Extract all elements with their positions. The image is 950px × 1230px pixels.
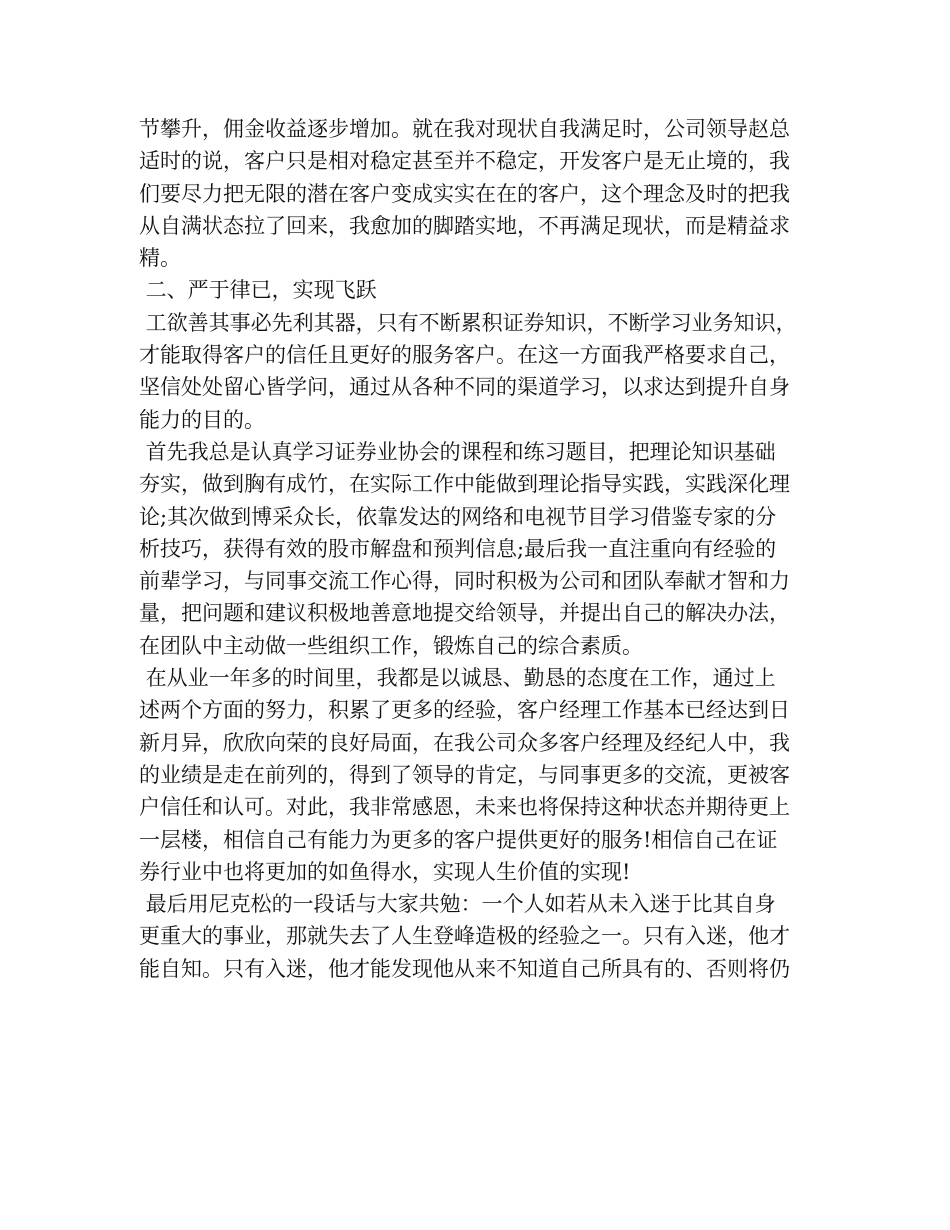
text-line: 析技巧，获得有效的股市解盘和预判信息;最后我一直注重向有经验的 (139, 536, 777, 561)
text-line: 在团队中主动做一些组织工作，锻炼自己的综合素质。 (139, 633, 643, 658)
text-line: 节攀升，佣金收益逐步增加。就在我对现状自我满足时，公司领导赵总 (139, 117, 790, 141)
text-line: 最后用尼克松的一段话与大家共勉：一个人如若从未入迷于比其自身 (139, 892, 776, 917)
text-line: 在从业一年多的时间里，我都是以诚恳、勤恳的态度在工作，通过上 (139, 666, 776, 691)
text-line: 适时的说，客户只是相对稳定甚至并不稳定，开发客户是无止境的，我 (139, 149, 790, 174)
text-line: 更重大的事业，那就失去了人生登峰造极的经验之一。只有入迷，他才 (139, 924, 790, 949)
text-line: 能力的目的。 (139, 407, 265, 432)
text-line: 夯实，做到胸有成竹，在实际工作中能做到理论指导实践，实践深化理 (139, 472, 790, 497)
text-line: 们要尽力把无限的潜在客户变成实实在在的客户，这个理念及时的把我 (139, 181, 790, 206)
text-line: 论;其次做到博采众长，依靠发达的网络和电视节目学习借鉴专家的分 (139, 504, 777, 529)
text-line: 精。 (139, 246, 181, 271)
text-line: 坚信处处留心皆学问，通过从各种不同的渠道学习，以求达到提升自身 (139, 375, 790, 400)
text-line: 新月异，欣欣向荣的良好局面，在我公司众多客户经理及经纪人中，我 (139, 730, 790, 755)
text-line: 一层楼，相信自己有能力为更多的客户提供更好的服务!相信自己在证 (139, 827, 778, 852)
text-line: 户信任和认可。对此，我非常感恩，未来也将保持这种状态并期待更上 (139, 795, 790, 820)
section-heading: 二、严于律已，实现飞跃 (139, 278, 377, 303)
text-line: 首先我总是认真学习证券业协会的课程和练习题目，把理论知识基础 (139, 439, 776, 464)
text-line: 的业绩是走在前列的，得到了领导的肯定，与同事更多的交流，更被客 (139, 762, 790, 787)
text-line: 量，把问题和建议积极地善意地提交给领导，并提出自己的解决办法， (139, 601, 790, 626)
text-line: 前辈学习，与同事交流工作心得，同时积极为公司和团队奉献才智和力 (139, 569, 790, 594)
document-body (139, 113, 829, 985)
text-line: 能自知。只有入迷，他才能发现他从来不知道自己所具有的、否则将仍 (139, 956, 790, 981)
text-line: 工欲善其事必先利其器，只有不断累积证券知识，不断学习业务知识， (139, 310, 797, 335)
text-line: 从自满状态拉了回来，我愈加的脚踏实地，不再满足现状，而是精益求 (139, 213, 790, 238)
text-line: 券行业中也将更加的如鱼得水，实现人生价值的实现! (139, 859, 631, 884)
text-line: 述两个方面的努力，积累了更多的经验，客户经理工作基本已经达到日 (139, 698, 790, 723)
text-line: 才能取得客户的信任且更好的服务客户。在这一方面我严格要求自己， (139, 343, 790, 368)
